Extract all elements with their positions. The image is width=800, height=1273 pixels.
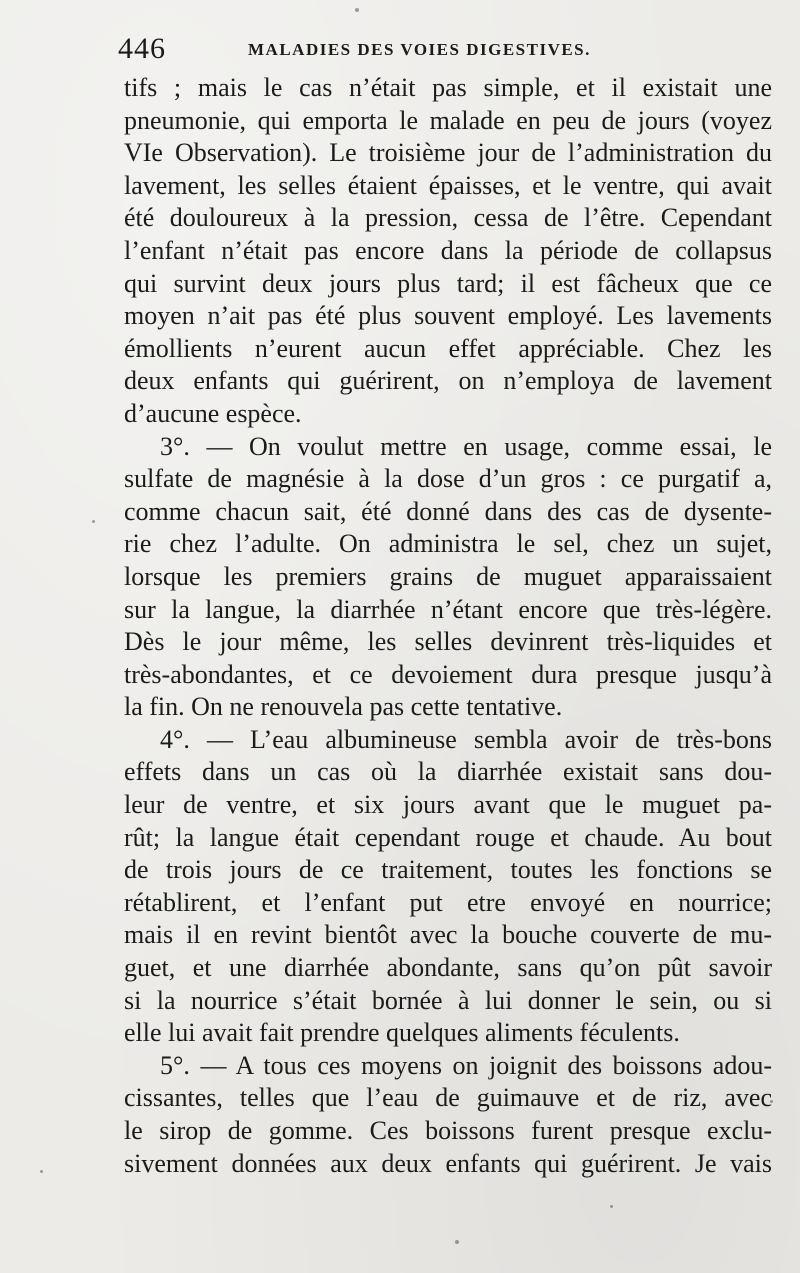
paper-speck	[355, 8, 359, 12]
paragraph-start-line: 5°. — A tous ces moyens on joignit des boissons adou-	[160, 1050, 772, 1080]
text-line: Dès le jour même, les selles devinrent très-liquides et	[124, 627, 772, 657]
text-line: sivement données aux deux enfants qui guérirent. Je vais	[124, 1148, 772, 1178]
text-line: sulfate de magnésie à la dose d’un gros : ce purgatif a,	[124, 464, 772, 494]
text-line: comme chacun sait, été donné dans des cas de dysente-	[124, 496, 772, 526]
text-line: elle lui avait fait prendre quelques aliments féculents.	[124, 1018, 680, 1048]
text-line: tifs ; mais le cas n’était pas simple, et il existait une	[124, 73, 772, 102]
text-line: la fin. On ne renouvela pas cette tentative.	[124, 692, 563, 722]
text-line: rie chez l’adulte. On administra le sel, chez un sujet,	[124, 529, 772, 559]
text-line: de trois jours de ce traitement, toutes les fonctions se	[124, 855, 772, 885]
page-header	[118, 32, 758, 68]
text-line: si la nourrice s’était bornée à lui donner le sein, ou si	[124, 985, 772, 1015]
text-line: leur de ventre, et six jours avant que le muguet pa-	[124, 790, 772, 820]
text-line: guet, et une diarrhée abondante, sans qu’on pût savoir	[124, 953, 772, 983]
text-line: émollients n’eurent aucun effet appréciable. Chez les	[124, 333, 772, 363]
text-line: le sirop de gomme. Ces boissons furent presque exclu-	[124, 1116, 772, 1145]
text-line: d’aucune espèce.	[124, 398, 302, 428]
text-line: lavement, les selles étaient épaisses, et le ventre, qui avait	[124, 170, 772, 200]
text-line: l’enfant n’était pas encore dans la période de collapsus	[124, 235, 772, 265]
text-line: sur la langue, la diarrhée n’étant encore que très-légère.	[124, 594, 772, 624]
body-text	[124, 72, 772, 1180]
running-head: MALADIES DES VOIES DIGESTIVES.	[248, 40, 591, 59]
text-line: très-abondantes, et ce devoiement dura presque jusqu’à	[124, 659, 772, 689]
text-line: lorsque les premiers grains de muguet apparaissaient	[124, 561, 772, 591]
text-line: mais il en revint bientôt avec la bouche couverte de mu-	[124, 920, 772, 950]
text-line: été douloureux à la pression, cessa de l’être. Cependant	[124, 203, 772, 233]
text-line: cissantes, telles que l’eau de guimauve et de riz, avec	[124, 1083, 772, 1113]
paper-speck	[770, 1100, 773, 1103]
paper-speck	[92, 520, 95, 523]
text-line: rétablirent, et l’enfant put etre envoyé en nourrice;	[124, 887, 772, 917]
text-line: pneumonie, qui emporta le malade en peu de jours (voyez	[124, 105, 772, 135]
page-number: 446	[118, 32, 166, 65]
text-line: deux enfants qui guérirent, on n’employa de lavement	[124, 366, 772, 396]
text-line: effets dans un cas où la diarrhée existait sans dou-	[124, 757, 772, 787]
paragraph-start-line: 3°. — On voulut mettre en usage, comme essai, le	[160, 431, 772, 461]
paper-speck	[455, 1240, 459, 1244]
paper-speck	[40, 1170, 43, 1173]
paper-speck	[610, 1205, 613, 1208]
text-line: qui survint deux jours plus tard; il est fâcheux que ce	[124, 268, 772, 298]
paragraph-start-line: 4°. — L’eau albumineuse sembla avoir de très-bons	[160, 724, 772, 754]
text-line: VIe Observation). Le troisième jour de l’administration du	[124, 138, 772, 168]
text-line: moyen n’ait pas été plus souvent employé. Les lavements	[124, 301, 772, 331]
text-line: rût; la langue était cependant rouge et chaude. Au bout	[124, 822, 772, 852]
